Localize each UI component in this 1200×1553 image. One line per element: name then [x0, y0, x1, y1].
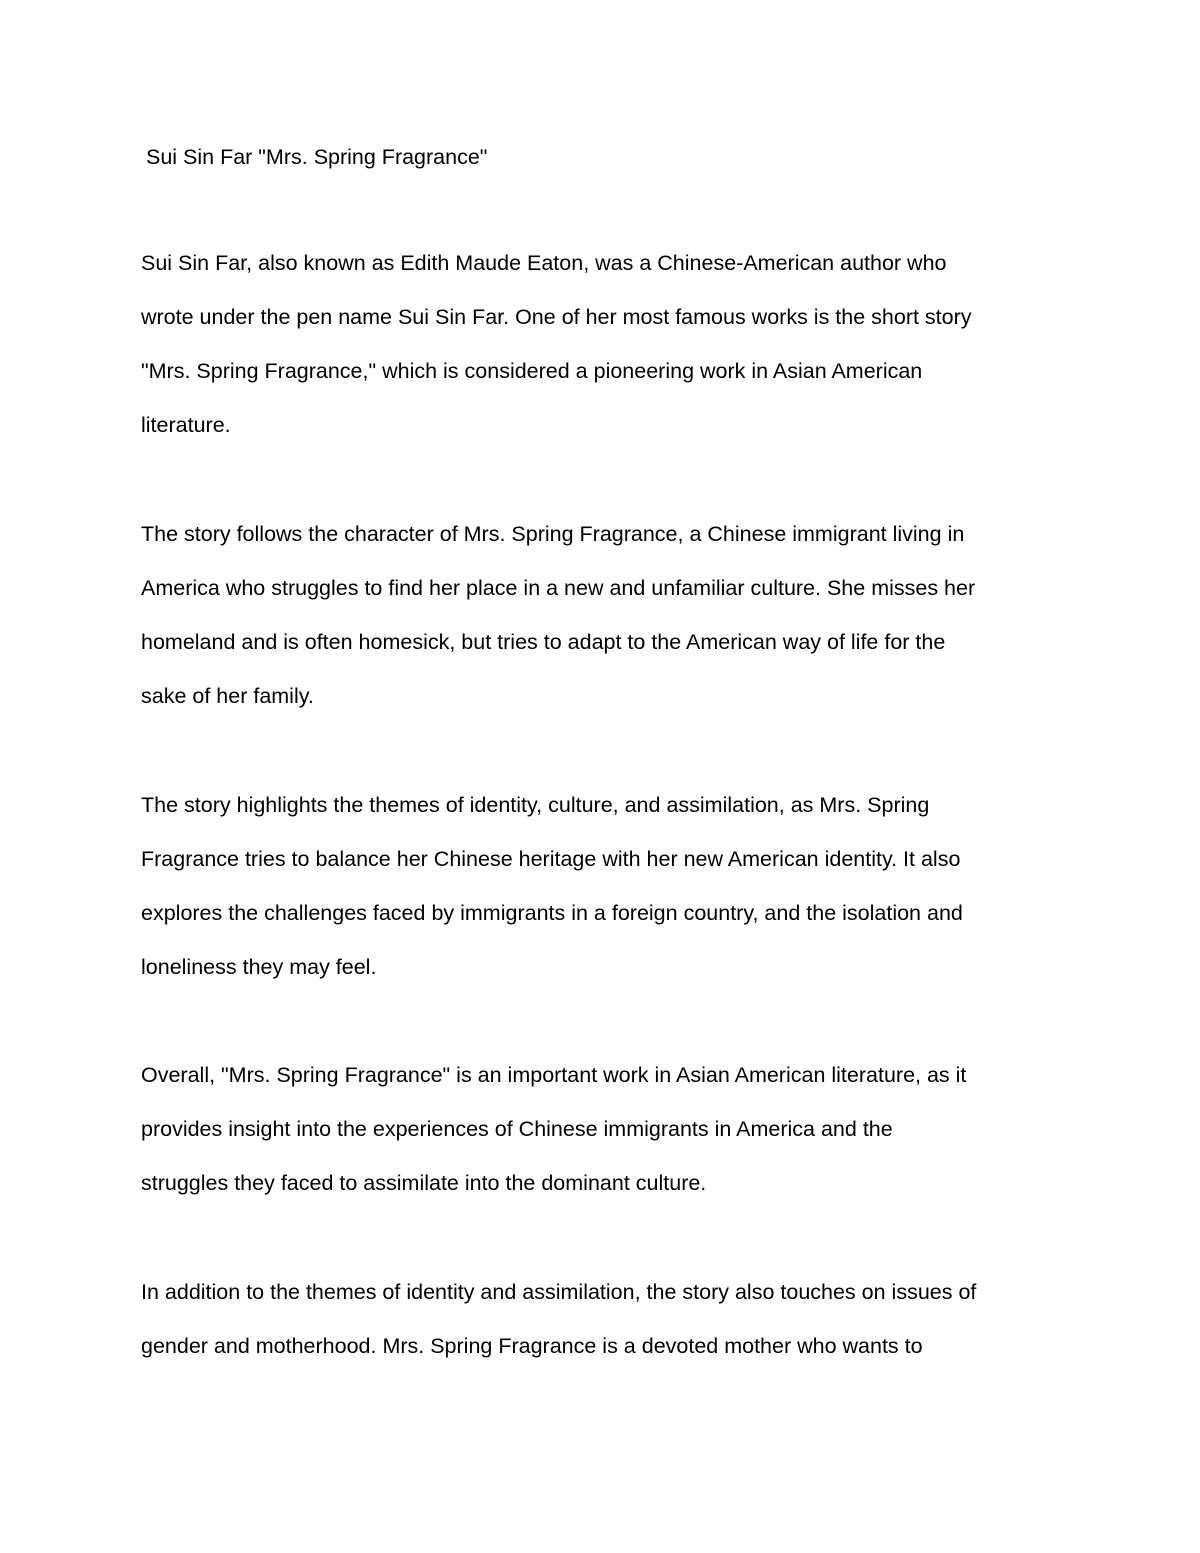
paragraph-overall: [141, 1048, 1071, 1210]
paragraph-line: The story follows the character of Mrs. Spring Fragrance, a Chinese immigrant living in: [141, 522, 965, 546]
paragraph-line: struggles they faced to assimilate into the dominant culture.: [141, 1171, 707, 1195]
paragraph-line: loneliness they may feel.: [141, 955, 377, 979]
paragraph-line: Sui Sin Far, also known as Edith Maude Eaton, was a Chinese-American author who: [141, 251, 947, 275]
paragraph-gender-motherhood: [141, 1265, 1071, 1373]
paragraph-story-summary: [141, 507, 1071, 723]
paragraph-line: provides insight into the experiences of Chinese immigrants in America and the: [141, 1117, 893, 1141]
paragraph-line: The story highlights the themes of identity, culture, and assimilation, as Mrs. Spring: [141, 793, 930, 817]
paragraph-themes: [141, 778, 1071, 994]
paragraph-line: In addition to the themes of identity and assimilation, the story also touches on issues of: [141, 1280, 977, 1304]
paragraph-line: gender and motherhood. Mrs. Spring Fragrance is a devoted mother who wants to: [141, 1334, 923, 1358]
document-title: Sui Sin Far "Mrs. Spring Fragrance": [140, 145, 488, 169]
paragraph-line: literature.: [141, 413, 231, 437]
paragraph-line: sake of her family.: [141, 684, 314, 708]
paragraph-line: explores the challenges faced by immigrants in a foreign country, and the isolation and: [141, 901, 963, 925]
paragraph-line: Fragrance tries to balance her Chinese heritage with her new American identity. It also: [141, 847, 961, 871]
paragraph-line: wrote under the pen name Sui Sin Far. One of her most famous works is the short story: [141, 305, 972, 329]
paragraph-line: "Mrs. Spring Fragrance," which is considered a pioneering work in Asian American: [141, 359, 923, 383]
paragraph-line: America who struggles to find her place in a new and unfamiliar culture. She misses her: [141, 576, 976, 600]
paragraph-line: Overall, "Mrs. Spring Fragrance" is an important work in Asian American literature, as it: [141, 1063, 967, 1087]
paragraph-author-intro: [141, 236, 1071, 452]
paragraph-line: homeland and is often homesick, but tries to adapt to the American way of life for the: [141, 630, 946, 654]
